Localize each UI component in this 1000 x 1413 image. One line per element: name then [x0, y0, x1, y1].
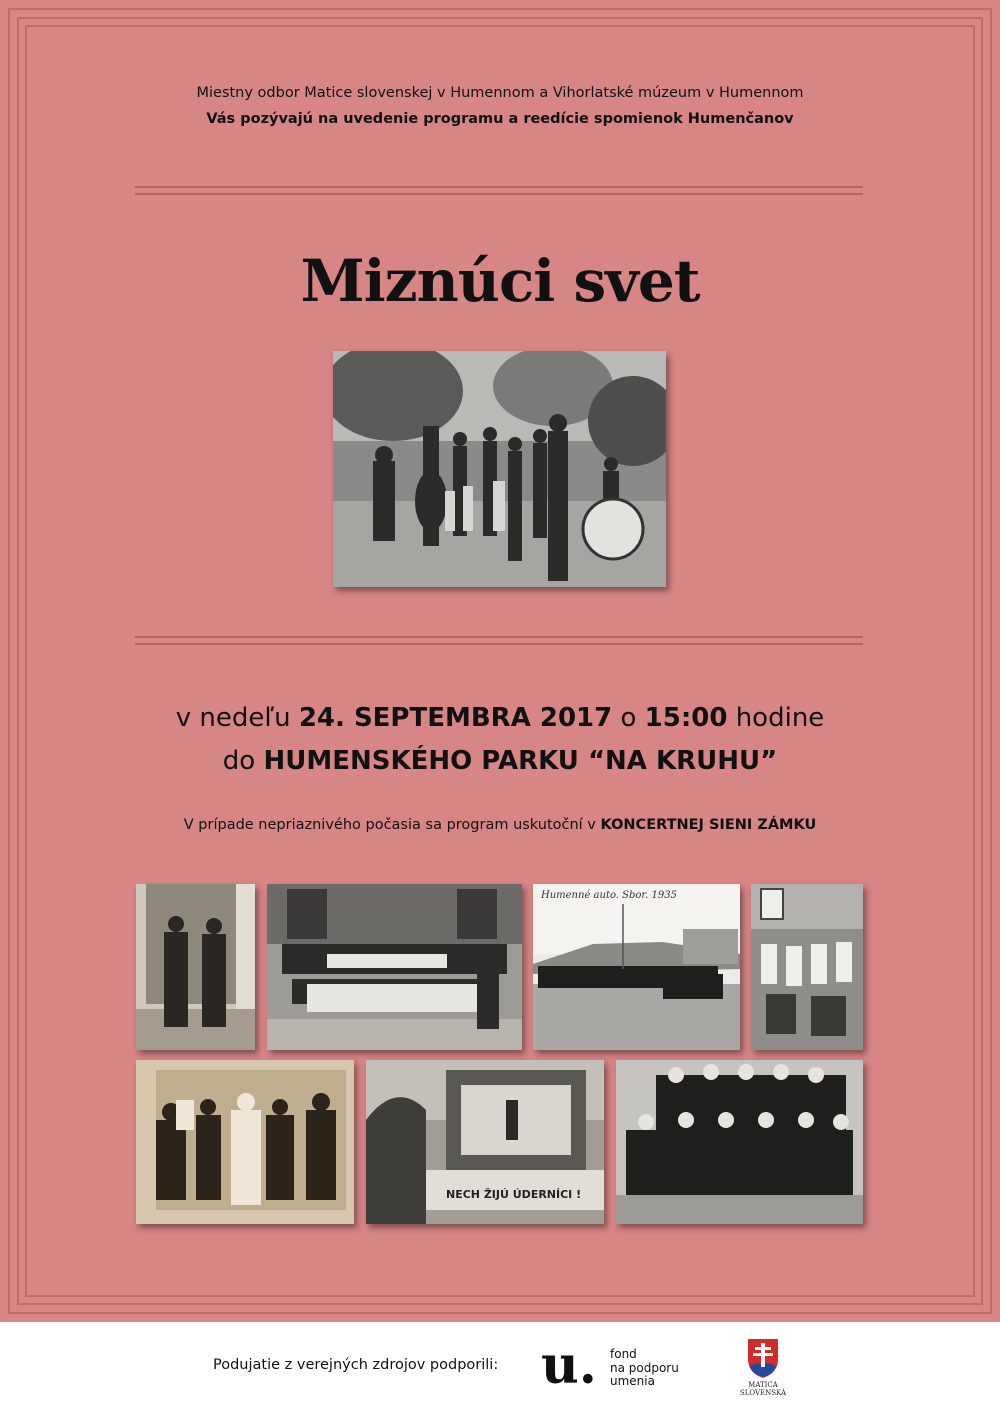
fund-line-3: umenia — [610, 1374, 655, 1388]
organizers-line: Miestny odbor Matice slovenskej v Humennom a Vihorlatské múzeum v Humennom — [196, 85, 804, 101]
double-rule-bottom — [135, 636, 863, 646]
photo-large-group — [267, 884, 522, 1050]
matica-emblem-icon — [746, 1337, 780, 1379]
matica-line-2: SLOVENSKÁ — [739, 1389, 787, 1397]
double-rule-top — [135, 186, 863, 196]
photo-two-men — [136, 884, 255, 1050]
photo-children-costumes — [751, 884, 863, 1050]
fund-line-1: fond — [610, 1347, 637, 1361]
event-time: 15:00 — [644, 703, 728, 733]
weather-note — [0, 817, 1000, 833]
poster-title: Miznúci svet — [300, 247, 700, 315]
weather-text: V prípade nepriaznivého počasia sa program uskutoční v — [183, 817, 601, 833]
day-prefix: v nedeľu — [175, 703, 299, 733]
supporters-label: Podujatie z verejných zdrojov podporili: — [213, 1357, 499, 1373]
fund-logo-mark: u. — [541, 1335, 597, 1396]
time-suffix: hodine — [727, 703, 825, 733]
street-caption: Humenné auto. Sbor. 1935 — [541, 890, 677, 901]
main-photo-band — [333, 351, 666, 587]
place-prefix: do — [222, 746, 264, 776]
time-prefix: o — [612, 703, 645, 733]
event-date-line — [0, 703, 1000, 733]
event-place: HUMENSKÉHO PARKU “NA KRUHU” — [263, 746, 778, 776]
fund-logo-text — [610, 1348, 679, 1389]
invitation-line: Vás pozývajú na uvedenie programu a reedície spomienok Humenčanov — [206, 111, 794, 127]
matica-line-1: MATICA — [748, 1381, 778, 1389]
photo-street-cars — [533, 884, 740, 1050]
matica-logo-text — [730, 1381, 796, 1397]
weather-place: KONCERTNEJ SIENI ZÁMKU — [600, 817, 817, 833]
photo-parade-float — [366, 1060, 604, 1224]
fund-line-2: na podporu — [610, 1360, 679, 1375]
photo-wedding — [136, 1060, 354, 1224]
event-date: 24. SEPTEMBRA 2017 — [298, 703, 613, 733]
float-banner: NECH ŽIJÚ ÚDERNÍCI ! — [446, 1188, 582, 1201]
photo-men-in-suits — [616, 1060, 863, 1224]
event-place-line — [0, 746, 1000, 776]
